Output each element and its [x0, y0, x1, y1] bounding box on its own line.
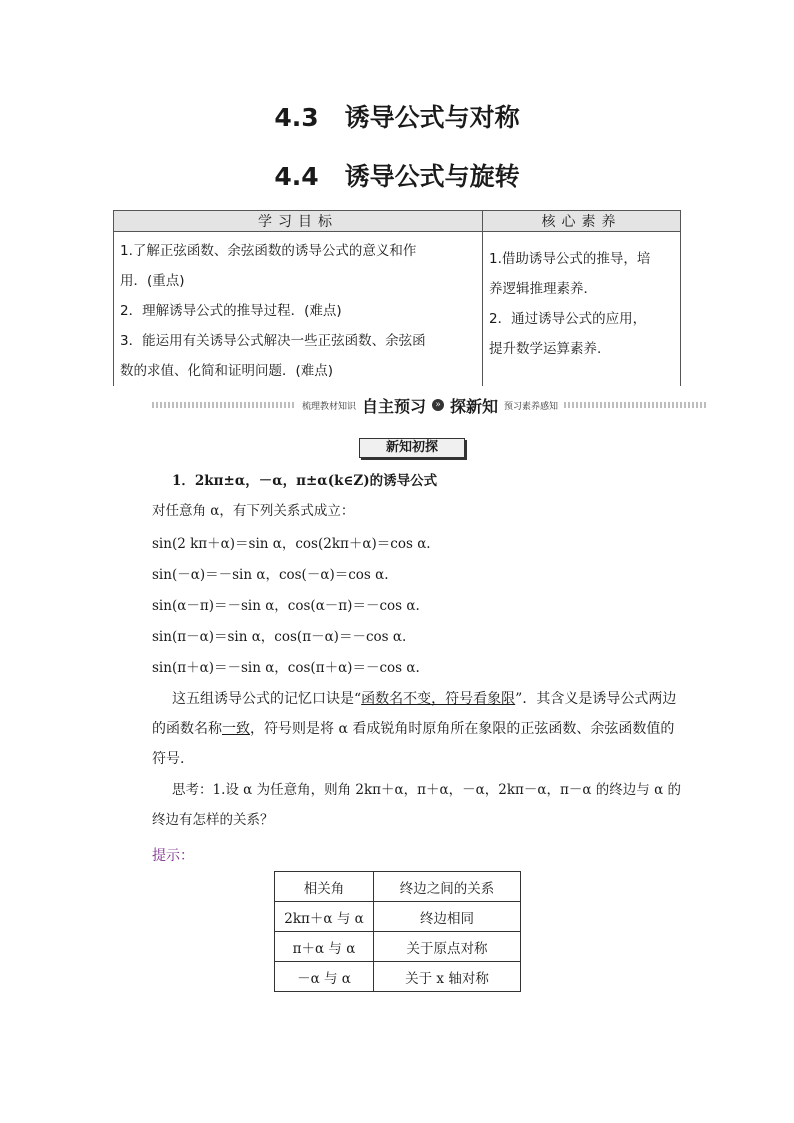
title-text: 诱导公式与旋转 — [344, 162, 520, 191]
banner-left-caption: 梳理教材知识 — [301, 401, 356, 412]
banner-right-caption: 预习素养感知 — [504, 401, 559, 412]
relation-table — [274, 871, 521, 992]
title-text: 诱导公式与对称 — [344, 103, 520, 132]
core-literacy-cell — [483, 232, 681, 387]
relation-header-relation: 终边之间的关系 — [374, 872, 521, 902]
core-literacy-line: 2．通过诱导公式的应用， — [489, 311, 647, 327]
table-row — [275, 932, 521, 962]
title-number: 4.3 — [274, 103, 319, 132]
relation-value-cell: 关于原点对称 — [374, 932, 521, 962]
title-number: 4.4 — [274, 162, 319, 191]
intro-text: 对任意角 α，有下列关系式成立： — [152, 503, 355, 519]
table-row — [275, 962, 521, 992]
mnemonic-text: 这五组诱导公式的记忆口诀是“ — [172, 691, 362, 707]
think-question: 思考：1.设 α 为任意角，则角 2kπ＋α，π＋α，－α，2kπ－α，π－α 的终边与 α 的终边有怎样的关系？ — [152, 782, 681, 828]
learning-goal-line: 用．(重点) — [120, 273, 185, 289]
table-row — [275, 902, 521, 932]
section-banner — [152, 395, 708, 415]
core-literacy-line: 1.借助诱导公式的推导，培 — [489, 251, 651, 267]
banner-main-left: 自主预习 — [361, 396, 426, 416]
core-literacy-line: 养逻辑推理素养． — [489, 281, 597, 297]
mnemonic-underlined: 一致 — [222, 721, 250, 737]
banner-main-right: 探新知 — [450, 396, 499, 416]
goals-table — [113, 210, 681, 386]
title-4-4 — [0, 157, 794, 193]
relation-angle-cell: 2kπ＋α 与 α — [275, 902, 374, 932]
section-tag: 新知初探 — [359, 438, 465, 458]
learning-goals-cell — [114, 232, 483, 387]
formula-line: sin(2 kπ＋α)＝sin α，cos(2kπ＋α)＝cos α. — [152, 536, 431, 552]
goals-header-learning: 学习目标 — [114, 211, 483, 232]
mnemonic-text: ，符号则是将 α 看成锐角时原角所在象限的正弦函数、余弦函数值的符号. — [152, 721, 675, 767]
formula-line: sin(π－α)＝sin α，cos(π－α)＝－cos α. — [152, 629, 407, 645]
relation-value-cell: 关于 x 轴对称 — [374, 962, 521, 992]
relation-value-cell: 终边相同 — [374, 902, 521, 932]
relation-header-angle: 相关角 — [275, 872, 374, 902]
relation-angle-cell: π＋α 与 α — [275, 932, 374, 962]
learning-goal-line: 1.了解正弦函数、余弦函数的诱导公式的意义和作 — [120, 243, 417, 259]
learning-goal-line: 3．能运用有关诱导公式解决一些正弦函数、余弦函 — [120, 333, 426, 349]
mnemonic-text: ”．其含义是诱导公式两边的函数名称 — [152, 691, 677, 737]
mnemonic-paragraph — [152, 684, 682, 774]
core-literacy-line: 提升数学运算素养. — [489, 341, 602, 357]
goals-header-core: 核心素养 — [483, 211, 681, 232]
formula-line: sin(π＋α)＝－sin α，cos(π＋α)＝－cos α. — [152, 660, 420, 676]
mnemonic-underlined: 函数名不变，符号看象限 — [361, 691, 516, 707]
learning-goal-line: 数的求值、化简和证明问题．(难点) — [120, 363, 334, 379]
hint-label: 提示： — [152, 848, 194, 864]
relation-angle-cell: －α 与 α — [275, 962, 374, 992]
learning-goal-line: 2．理解诱导公式的推导过程．(难点) — [120, 303, 342, 319]
banner-arrow-icon: » — [432, 399, 444, 411]
formula-line: sin(α－π)＝－sin α，cos(α－π)＝－cos α. — [152, 598, 420, 614]
title-4-3 — [0, 98, 794, 134]
formula-heading: 1．2kπ±α，－α，π±α(k∈Z)的诱导公式 — [172, 473, 438, 489]
formula-line: sin(－α)＝－sin α，cos(－α)＝cos α. — [152, 567, 389, 583]
